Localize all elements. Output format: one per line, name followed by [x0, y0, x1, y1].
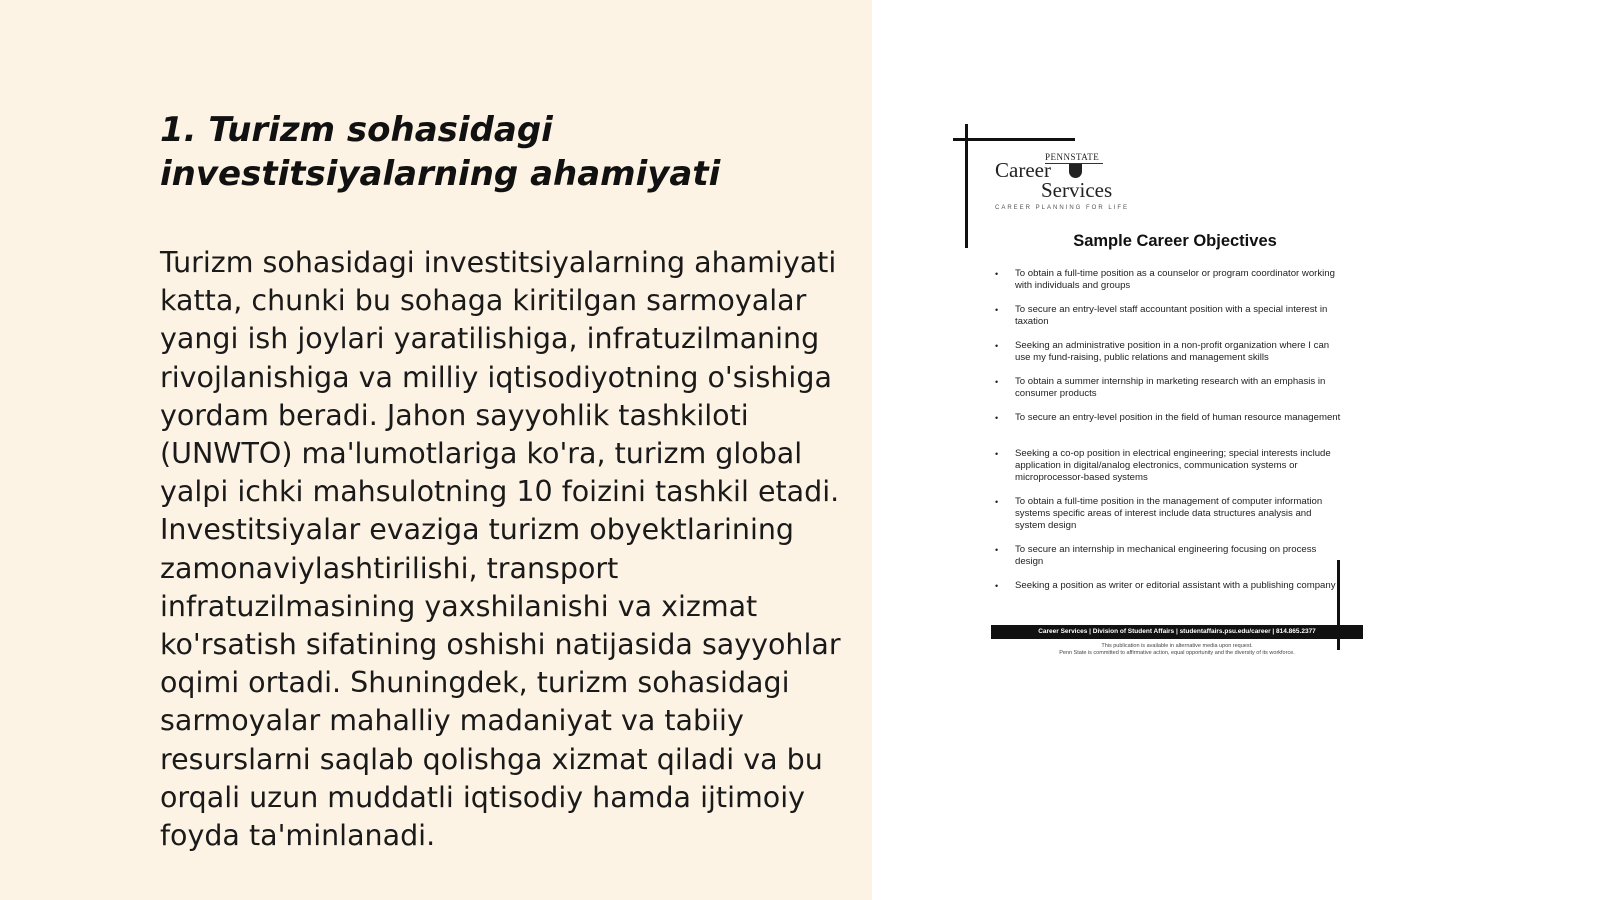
flyer-footer-note: [991, 643, 1363, 657]
list-item: [993, 544, 1343, 580]
slide-body-text: Turizm sohasidagi investitsiyalarning ahamiyati katta, chunki bu sohaga kiritilgan sarmoyalar yangi ish joylari yaratilishiga, infratuzilmaning rivojlanishiga va milliy iqtisodiyotning o'sishiga yordam beradi. Jahon sayyohlik tashkiloti (UNWTO) ma'lumotlariga ko'ra, turizm global yalpi ichki mahsulotning 10 foizini tashkil etadi. Investitsiyalar evaziga turizm obyektlarining zamonaviylashtirilishi, transport infratuzilmasining yaxshilanishi va xizmat ko'rsatish sifatining oshishi natijasida sayyohlar oqimi ortadi. Shuningdek, turizm sohasidagi sarmoyalar mahalliy madaniyat va tabiiy resurslarni saqlab qolishga xizmat qiladi va bu orqali uzun muddatli iqtisodiy hamda ijtimoiy foyda ta'minlanadi.: [160, 246, 841, 853]
objective-text: To obtain a summer internship in marketing research with an emphasis in consumer products: [1015, 376, 1326, 399]
objective-text: Seeking a position as writer or editorial assistant with a publishing company: [1015, 580, 1336, 591]
bullet-icon: •: [995, 413, 999, 423]
logo-pennstate-text: PENNSTATE: [1045, 152, 1100, 162]
objective-text: Seeking an administrative position in a non-profit organization where I can use my fund-raising, public relations and management skills: [1015, 340, 1330, 363]
objective-text: To secure an entry-level position in the field of human resource management: [1015, 412, 1341, 423]
shield-icon: [1069, 164, 1082, 178]
objectives-list: [993, 268, 1343, 616]
flyer-footer-bar: Career Services | Division of Student Affairs | studentaffairs.psu.edu/career | 814.865.2377: [991, 625, 1363, 639]
bullet-icon: •: [995, 545, 999, 555]
list-item: [993, 304, 1343, 340]
career-objectives-flyer-image: [965, 120, 1385, 680]
objective-text: To secure an entry-level staff accountant position with a special interest in taxation: [1015, 304, 1328, 327]
list-item: [993, 340, 1343, 376]
list-item: [993, 448, 1343, 496]
bullet-icon: •: [995, 377, 999, 387]
bullet-icon: •: [995, 269, 999, 279]
crop-mark-top-horizontal: [953, 138, 1075, 141]
logo-career-text: Career: [995, 158, 1051, 182]
list-item: [993, 580, 1343, 616]
crop-mark-top-vertical: [965, 124, 968, 248]
bullet-icon: •: [995, 449, 999, 459]
bullet-icon: •: [995, 497, 999, 507]
objective-text: To obtain a full-time position in the management of computer information systems specific areas of interest include data structures analysis and system design: [1015, 496, 1323, 531]
bullet-icon: •: [995, 581, 999, 591]
footer-note-line: Penn State is committed to affirmative action, equal opportunity and the diversity of its workforce.: [1059, 650, 1295, 656]
bullet-icon: •: [995, 341, 999, 351]
flyer-heading: Sample Career Objectives: [1073, 232, 1277, 250]
logo-services-text: Services: [1041, 178, 1113, 202]
objective-text: To secure an internship in mechanical engineering focusing on process design: [1015, 544, 1317, 567]
list-item: [993, 412, 1343, 448]
list-item: [993, 496, 1343, 544]
list-item: [993, 268, 1343, 304]
slide-title: 1. Turizm sohasidagi investitsiyalarning ahamiyati: [160, 110, 721, 194]
bullet-icon: •: [995, 305, 999, 315]
objective-text: To obtain a full-time position as a counselor or program coordinator working with individuals and groups: [1015, 268, 1335, 291]
logo-tagline: CAREER PLANNING FOR LIFE: [995, 205, 1130, 211]
objective-text: Seeking a co-op position in electrical engineering; special interests include application in digital/analog electronics, communication systems or microprocessor-based systems: [1015, 448, 1331, 483]
footer-note-line: This publication is available in alternative media upon request.: [1101, 643, 1253, 649]
list-item: [993, 376, 1343, 412]
